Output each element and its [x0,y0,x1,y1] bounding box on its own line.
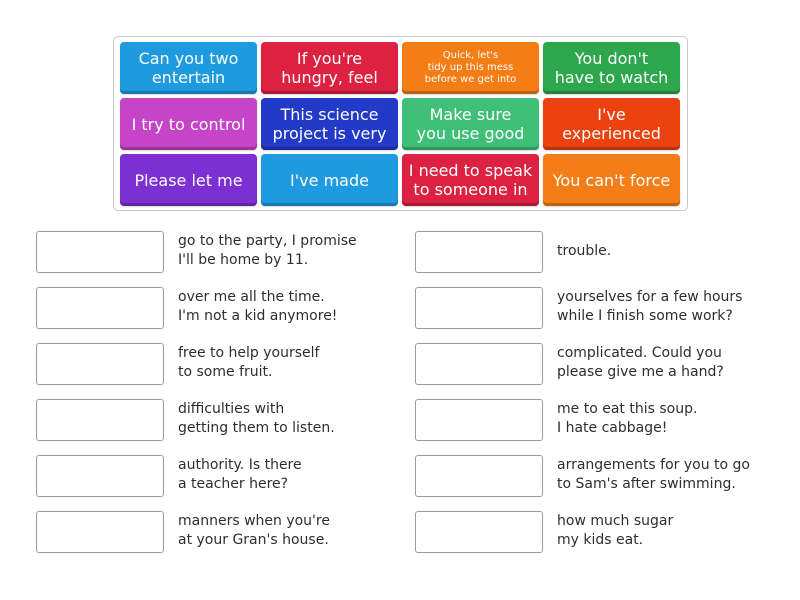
answer-slot-5[interactable] [36,343,164,385]
tile-11[interactable] [402,154,539,206]
tile-text: Can you two entertain [138,49,239,87]
tile-8[interactable] [543,98,680,150]
tile-text: I try to control [131,114,246,134]
answer-slot-11[interactable] [36,511,164,553]
tile-text: This science project is very [272,105,387,143]
answer-slot-8[interactable] [415,399,543,441]
sentence-ending-4: yourselves for a few hours while I finish some work? [557,289,743,324]
tile-1[interactable] [120,42,257,94]
sentence-ending-1: go to the party, I promise I'll be home by 11. [178,233,357,268]
sentence-ending-2: trouble. [557,243,612,259]
word-bank [113,36,688,211]
sentence-ending-7: difficulties with getting them to listen. [178,401,335,436]
tile-6[interactable] [261,98,398,150]
answer-slot-4[interactable] [415,287,543,329]
answer-slot-6[interactable] [415,343,543,385]
tile-3[interactable] [402,42,539,94]
tile-5[interactable] [120,98,257,150]
sentence-ending-10: arrangements for you to go to Sam's after swimming. [557,457,750,492]
tile-text: I need to speak to someone in [408,161,533,199]
tile-text: I've made [290,170,369,190]
answer-slot-9[interactable] [36,455,164,497]
sentence-ending-9: authority. Is there a teacher here? [178,457,302,492]
tile-text: If you're hungry, feel [281,49,378,87]
tile-text: Make sure you use good [416,105,525,143]
tile-text: Quick, let's tidy up this mess before we get into [424,50,517,85]
tile-text: Please let me [134,170,243,190]
answer-slot-12[interactable] [415,511,543,553]
tile-4[interactable] [543,42,680,94]
tile-9[interactable] [120,154,257,206]
sentence-ending-12: how much sugar my kids eat. [557,513,674,548]
answer-slot-7[interactable] [36,399,164,441]
sentence-ending-3: over me all the time. I'm not a kid anymore! [178,289,338,324]
sentence-ending-5: free to help yourself to some fruit. [178,345,320,380]
tile-text: You can't force [552,170,671,190]
sentence-ending-8: me to eat this soup. I hate cabbage! [557,401,698,436]
answer-slot-1[interactable] [36,231,164,273]
tile-2[interactable] [261,42,398,94]
tile-7[interactable] [402,98,539,150]
tile-12[interactable] [543,154,680,206]
answer-slot-3[interactable] [36,287,164,329]
answer-slot-10[interactable] [415,455,543,497]
tile-text: You don't have to watch [554,49,669,87]
tile-text: I've experienced [562,105,661,143]
answer-slot-2[interactable] [415,231,543,273]
tile-10[interactable] [261,154,398,206]
sentence-ending-6: complicated. Could you please give me a hand? [557,345,724,380]
sentence-ending-11: manners when you're at your Gran's house. [178,513,330,548]
